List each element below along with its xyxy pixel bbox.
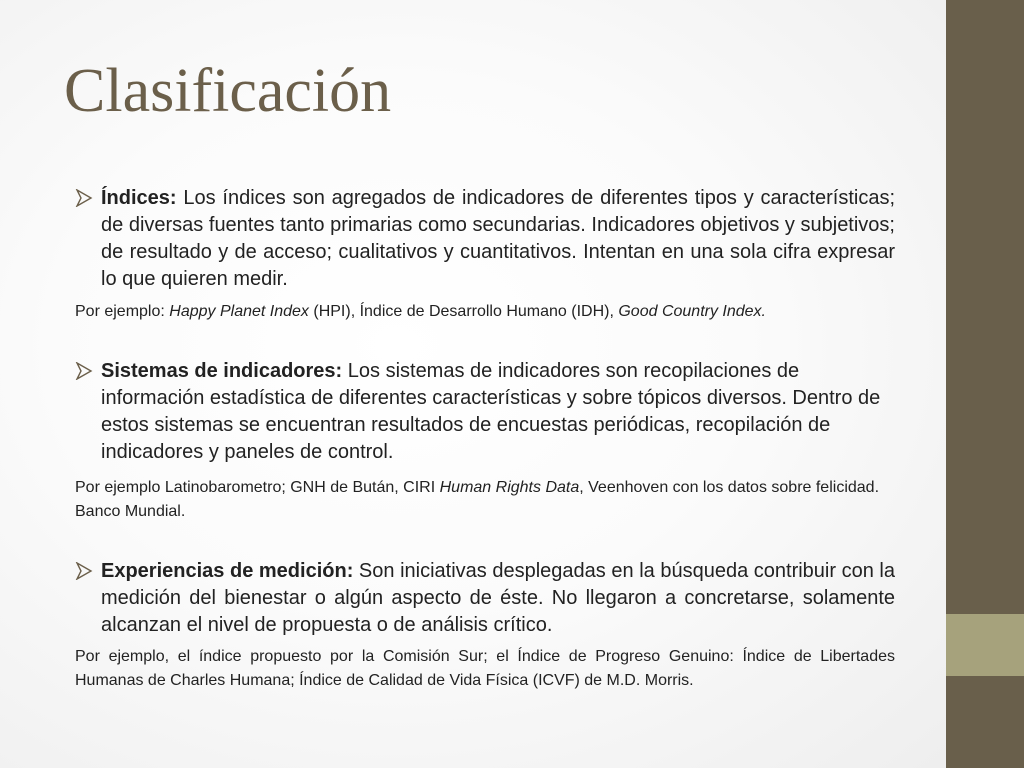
bullet-text <box>101 185 895 293</box>
arrow-bullet-icon <box>75 562 93 580</box>
arrow-bullet-icon <box>75 189 93 207</box>
note-text: Por ejemplo Latinobarometro; GNH de Bután, CIRI <box>75 479 440 496</box>
note-text: , Veenhoven con los datos sobre felicidad. Banco Mundial. <box>75 479 880 520</box>
bullet-sistemas-de-indicadores <box>75 358 895 466</box>
example-note-experiencias <box>75 645 895 693</box>
note-italic-text: Happy Planet Index <box>169 303 309 320</box>
bullet-body: Los índices son agregados de indicadores de diferentes tipos y características; de diversas fuentes tanto primarias como secundarias. Indicadores objetivos y subjetivos; de resultado y de acceso; cualitativos y cuantitativos. Intentan en una sola cifra expresar lo que quieren medir. <box>101 187 895 290</box>
bullet-term: Experiencias de medición: <box>101 560 354 582</box>
example-note-sistemas <box>75 476 895 524</box>
bullet-indices <box>75 185 895 293</box>
bullet-term: Sistemas de indicadores: <box>101 360 343 382</box>
bullet-experiencias-de-medicion <box>75 558 895 639</box>
bullet-body: Los sistemas de indicadores son recopilaciones de información estadística de diferentes características y sobre tópicos diversos. Dentro de estos sistemas se encuentran resultados de encuestas periódicas, recopilación de indicadores y paneles de control. <box>101 360 881 463</box>
arrow-bullet-icon <box>75 362 93 380</box>
bullet-term: Índices: <box>101 187 177 209</box>
note-italic-text: Human Rights Data <box>439 479 580 496</box>
note-text: (HPI), Índice de Desarrollo Humano (IDH), <box>308 303 619 320</box>
note-text: Por ejemplo, el índice propuesto por la Comisión Sur; el Índice de Progreso Genuino: Índice de Libertades Humanas de Charles Humana; Índice de Calidad de Vida Física (ICVF) de M.D. Morris. <box>75 648 895 689</box>
bullet-body: Son iniciativas desplegadas en la búsqueda contribuir con la medición del bienestar o algún aspecto de éste. No llegaron a concretarse, solamente alcanzan el nivel de propuesta o de análisis crítico. <box>101 560 895 636</box>
sidebar-accent-block <box>946 614 1024 676</box>
note-text: Por ejemplo: <box>75 303 170 320</box>
example-note-indices <box>75 300 895 324</box>
bullet-text <box>101 358 895 466</box>
note-italic-text: Good Country Index. <box>618 303 766 320</box>
bullet-text <box>101 558 895 639</box>
slide-title: Clasificación <box>64 57 392 125</box>
